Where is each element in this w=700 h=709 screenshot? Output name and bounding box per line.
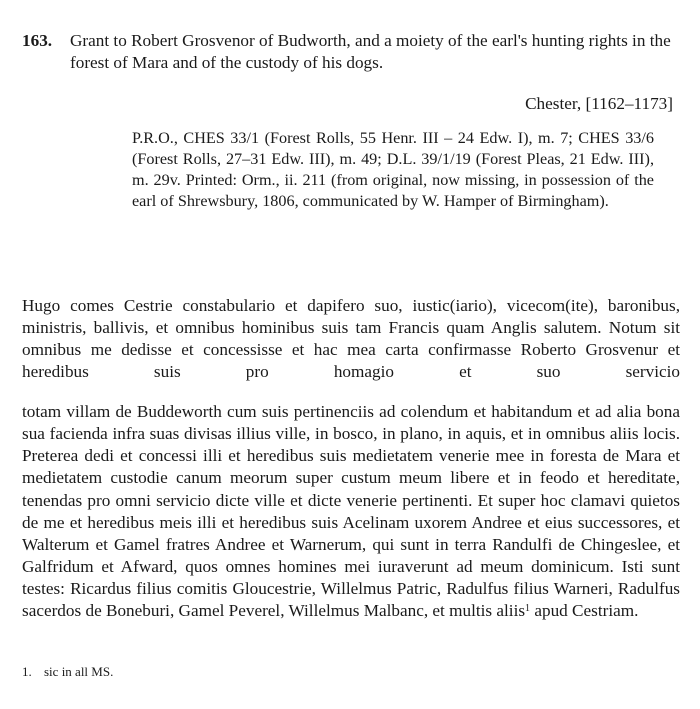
source-references: P.R.O., CHES 33/1 (Forest Rolls, 55 Henr. III – 24 Edw. I), m. 7; CHES 33/6 (Forest Rolls, 27–31 Edw. III), m. 49; D.L. 39/1/19 (Forest Pleas, 21 Edw. III), m. 29v. Printed: Orm., ii. 211 (from original, now missing, in possession of the earl of Shrewsbury, 1806, communicated by W. Hamper of Birmingham).: [132, 129, 654, 210]
entry-number: 163.: [22, 31, 53, 50]
charter-paragraph-2: [22, 401, 680, 622]
footnote-marker: 1: [525, 603, 531, 615]
footnote: [22, 664, 113, 680]
footnote-number: 1.: [22, 664, 32, 679]
footnote-text: sic in all MS.: [44, 664, 114, 679]
entry-title: Grant to Robert Grosvenor of Budworth, and a moiety of the earl's hunting rights in the forest of Mara and of the custody of his dogs.: [70, 31, 671, 72]
charter-paragraph-1: Hugo comes Cestrie constabulario et dapifero suo, iustic(iario), vicecom(ite), baronibus, ministris, ballivis, et omnibus hominibus suis tam Francis quam Anglis salutem. Notum sit omnibus me dedisse et concessisse et hac mea carta confirmasse Roberto Grosvenur et heredibus suis pro homagio et suo servicio: [22, 296, 680, 382]
charter-paragraph-2-main: totam villam de Buddeworth cum suis pertinenciis ad colendum et habitandum et ad alia bona sua facienda infra suas divisas illius ville, in bosco, in plano, in aquis, et in omnibus aliis locis. Preterea dedi et concessi illi et heredibus suis medietatem venerie mee in foresta de Mara et medietatem custodie canum meorum super custum meum libere et in feodo et hereditate, tenendas pro omni servicio dicte ville et dicte venerie pertinenti. Et super hoc clamavi quietos de me et heredibus meis illi et heredibus suis Acelinam uxorem Andree et eius successores, et Walterum et Gamel fratres Andree et Warnerum, qui sunt in terra Randulfi de Chingeslee, et Galfridum et Afward, quos omnes homines mei iuraverunt ad meum dominicum. Isti sunt testes: Ricardus filius comitis Gloucestrie, Willelmus Patric, Radulfus filius Warneri, Radulfus sacerdos de Boneburi, Gamel Peverel, Willelmus Malbanc, et multis aliis: [22, 402, 680, 621]
charter-paragraph-2-end: apud Cestriam.: [530, 601, 639, 621]
place-date: Chester, [1162–1173]: [525, 94, 673, 113]
